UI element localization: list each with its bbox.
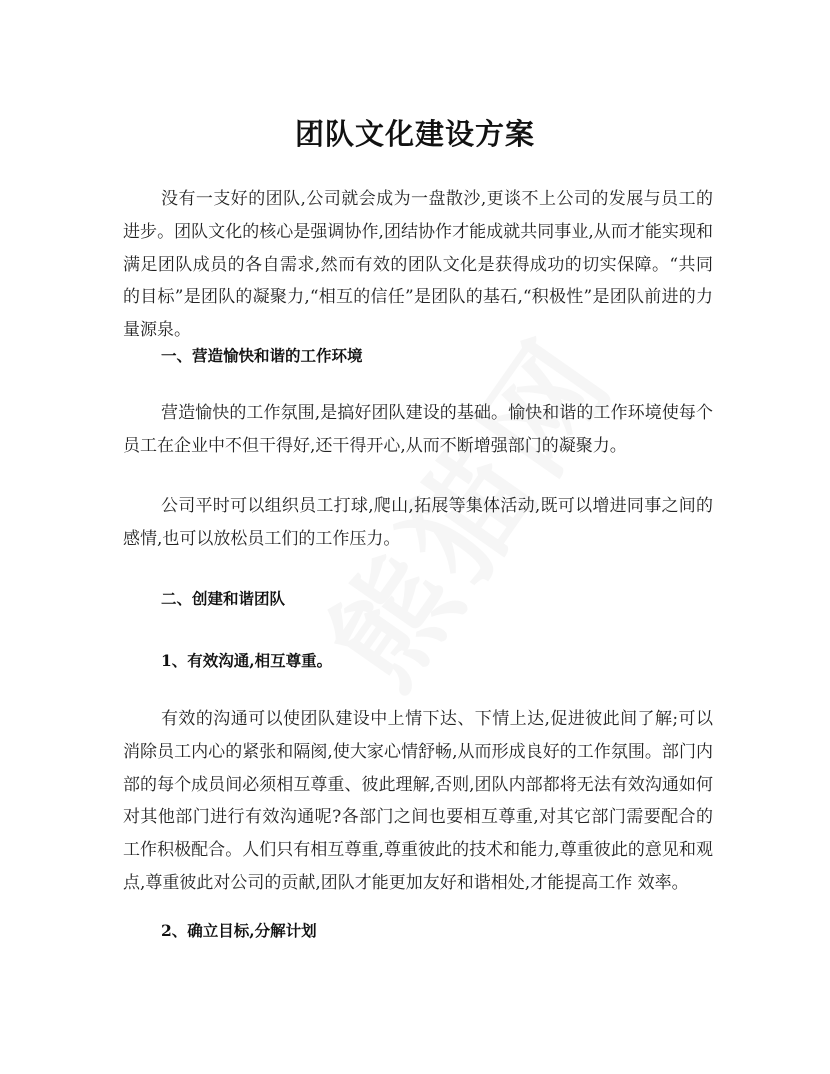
intro-paragraph: 没有一支好的团队,公司就会成为一盘散沙,更谈不上公司的发展与员工的进步。团队文化的核心是强调协作,团结协作才能成就共同事业,从而才能实现和满足团队成员的各自需求,然而有效的团队文化是获得成功的切实保障。“共同的目标”是团队的凝聚力,“相互的信任”是团队的基石,“积极性”是团队前进的力量源泉。 xyxy=(123,189,713,341)
section-2-heading: 二、创建和谐团队 xyxy=(161,589,286,608)
subsection-1-heading: 1、有效沟通,相互尊重。 xyxy=(161,651,333,670)
subsection-2-heading: 2、确立目标,分解计划 xyxy=(161,921,317,940)
page-title: 团队文化建设方案 xyxy=(294,117,535,151)
section-1-heading: 一、营造愉快和谐的工作环境 xyxy=(161,346,363,365)
subsection-1-paragraph: 有效的沟通可以使团队建设中上情下达、下情上达,促进彼此间了解;可以消除员工内心的紧张和隔阂,使大家心情舒畅,从而形成良好的工作氛围。部门内部的每个成员间必须相互尊重、彼此理解,否则,团队内部都将无法有效沟通如何对其他部门进行有效沟通呢?各部门之间也要相互尊重,对其它部门需要配合的工作积极配合。人们只有相互尊重,尊重彼此的技术和能力,尊重彼此的意见和观点,尊重彼此对公司的贡献,团队才能更加友好和谐相处,才能提高工作 效率。 xyxy=(123,709,713,893)
section-1-paragraph-1: 营造愉快的工作氛围,是搞好团队建设的基础。愉快和谐的工作环境使每个员工在企业中不但干得好,还干得开心,从而不断增强部门的凝聚力。 xyxy=(123,403,713,456)
section-1-paragraph-2: 公司平时可以组织员工打球,爬山,拓展等集体活动,既可以增进同事之间的感情,也可以放松员工们的工作压力。 xyxy=(123,496,713,549)
